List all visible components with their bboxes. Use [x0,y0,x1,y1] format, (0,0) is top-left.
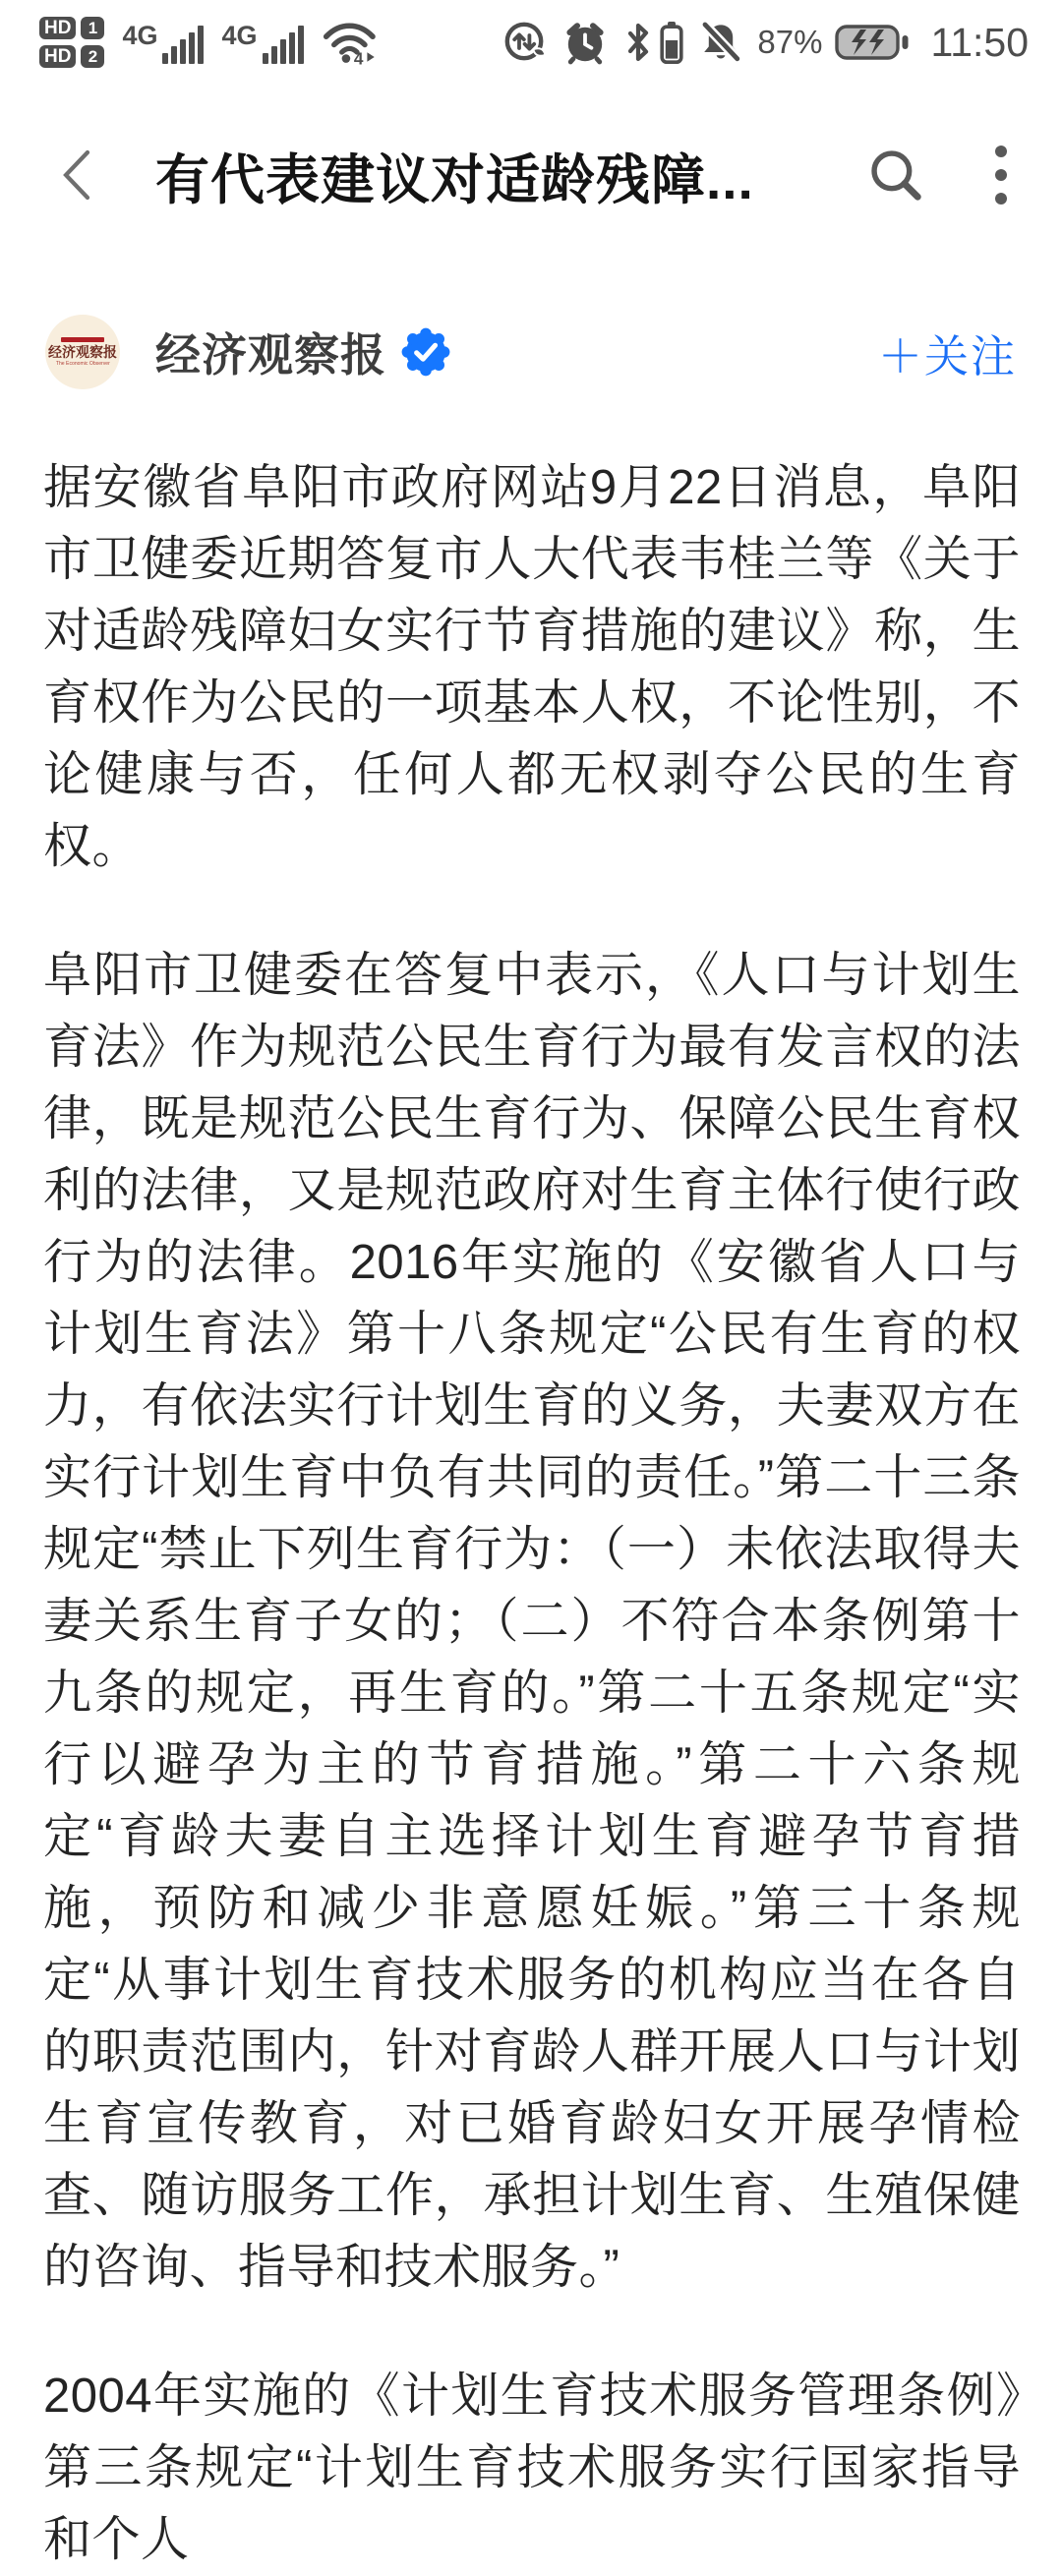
back-icon[interactable] [57,146,96,204]
article-paragraph: 2004年实施的《计划生育技术服务管理条例》第三条规定“计划生育技术服务实行国家指导和个人 [43,2370,1021,2566]
battery-percent: 87% [757,24,823,60]
clock-time: 11:50 [930,19,1029,65]
sim1-signal [122,21,204,64]
alarm-icon [561,19,609,66]
battery-charging-icon [835,23,910,62]
avatar-logo-subtitle: The Economic Observer [55,361,110,367]
nav-bar [0,120,1062,230]
avatar-logo-title: 经济观察报 [48,344,117,361]
follow-button[interactable]: ＋关注 [878,321,1017,384]
data-saver-icon [502,19,549,66]
article-paragraph: 阜阳市卫健委在答复中表示，《人口与计划生育法》作为规范公民生育行为最有发言权的法律，既是规范公民生育行为、保障公民生育权利的法律，又是规范政府对生育主体行使行政行为的法律。2016年实施的《安徽省人口与计划生育法》第十八条规定“公民有生育的权力，有依法实行计划生育的义务，夫妻双方在实行计划生育中负有共同的责任。”第二十三条规定“禁止下列生育行为：（一）未依法取得夫妻关系生育子女的；（二）不符合本条例第十九条的规定，再生育的。”第二十五条规定“实行以避孕为主的节育措施。”第二十六条规定“育龄夫妻自主选择计划生育避孕节育措施，预防和减少非意愿妊娠。”第三十条规定“从事计划生育技术服务的机构应当在各自的职责范围内，针对育龄人群开展人口与计划生育宣传教育，对已婚育龄妇女开展孕情检查、随访服务工作，承担计划生育、生殖保健的咨询、指导和技术服务。” [43,949,1021,2294]
status-bar-right [502,19,1029,66]
signal-bars-icon [162,25,204,64]
signal-bars-icon [263,25,304,64]
hd-volte-sim2-icon [39,45,104,68]
notification-muted-icon [697,19,744,66]
sim2-signal [221,21,303,64]
status-bar [0,0,1062,77]
network-type-label: 4G [221,21,258,50]
hd-volte-icons [39,17,104,68]
svg-text:4: 4 [353,48,363,69]
page-title: 有代表建议对适龄残障... [155,148,754,210]
author-name[interactable]: 经济观察报 [155,329,386,381]
hd-volte-sim1-icon [39,17,104,39]
more-menu-icon[interactable] [991,142,1011,208]
hd-label: HD [39,45,76,68]
hd-label: HD [39,17,76,39]
avatar[interactable] [45,315,120,389]
article-paragraph: 据安徽省阜阳市政府网站9月22日消息，阜阳市卫健委近期答复市人大代表韦桂兰等《关于对适龄残障妇女实行节育措施的建议》称，生育权作为公民的一项基本人权，不论性别，不论健康与否，任何人都无权剥夺公民的生育权。 [43,461,1021,873]
status-bar-left [39,17,379,68]
sim1-number: 1 [81,17,104,39]
search-icon[interactable] [865,145,926,205]
avatar-logo-bar [61,337,104,342]
article-body [0,389,1062,2576]
wifi-icon [322,19,379,69]
author-row [0,315,1062,389]
bluetooth-device-battery-icon [621,19,684,66]
verified-badge-icon [402,328,449,376]
sim2-number: 2 [81,45,104,68]
network-type-label: 4G [122,21,158,50]
